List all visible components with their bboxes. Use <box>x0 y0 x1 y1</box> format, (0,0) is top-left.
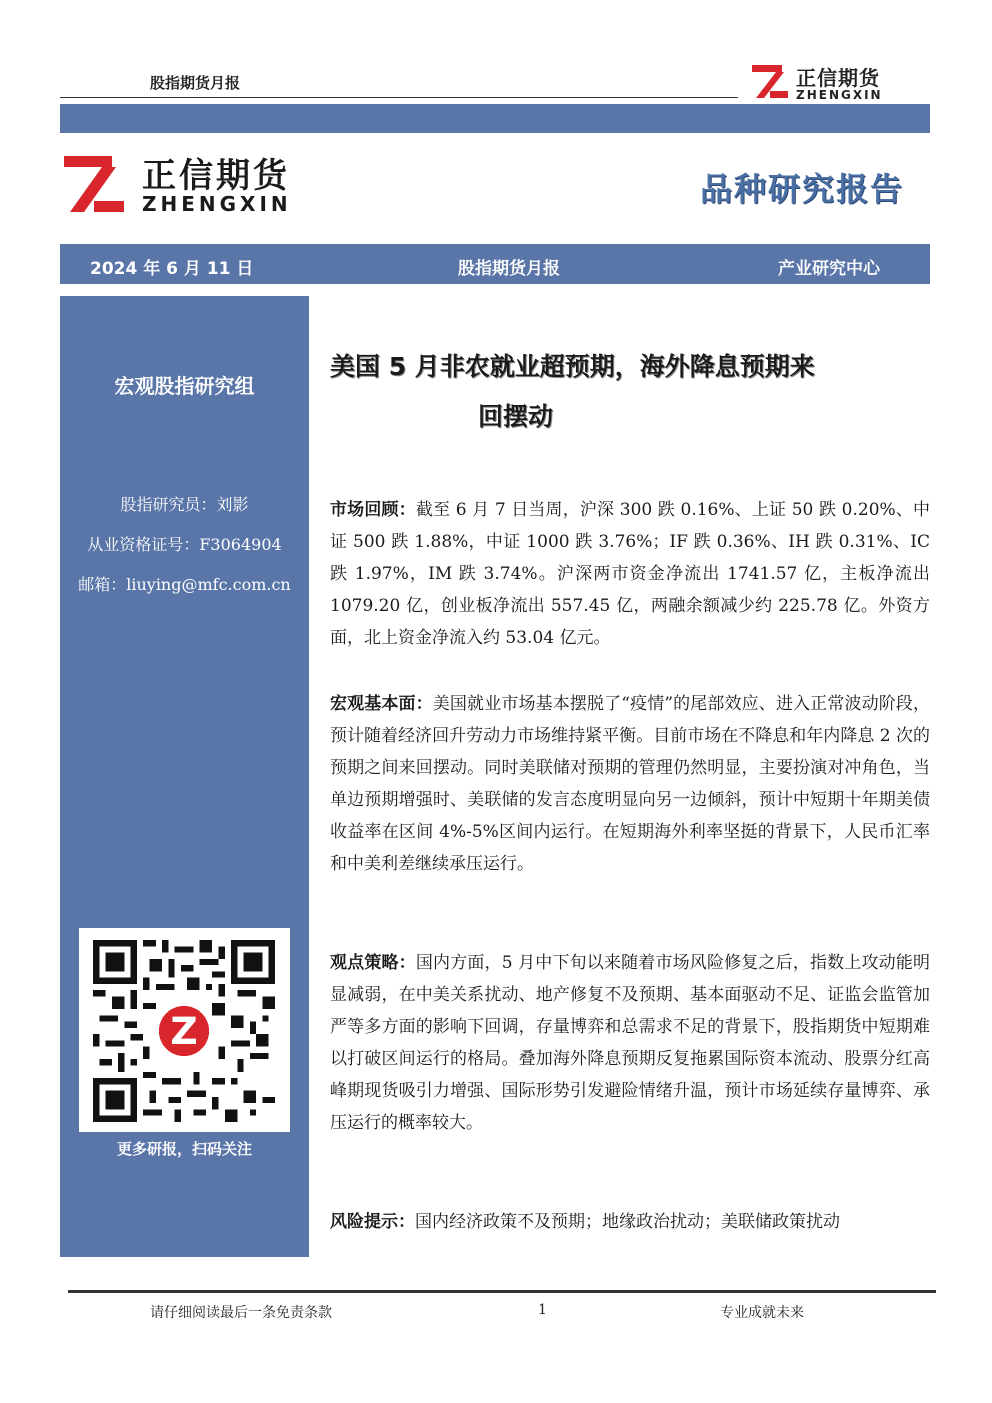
analyst-license: 从业资格证号：F3064904 <box>87 535 282 554</box>
section-text: 国内经济政策不及预期；地缘政治扰动；美联储政策扰动 <box>415 1212 840 1232</box>
section-label: 观点策略： <box>330 953 416 973</box>
section-label: 风险提示： <box>330 1212 415 1232</box>
footer-slogan: 专业成就未来 <box>720 1305 804 1321</box>
section-strategy <box>330 947 930 1139</box>
headline-line-1: 美国 5 月非农就业超预期，海外降息预期来 <box>330 352 815 381</box>
brand-en: ZHENGXIN <box>142 192 292 216</box>
header-rule <box>60 97 738 98</box>
info-bar <box>60 244 930 284</box>
footer-rule <box>68 1290 936 1293</box>
qr-caption: 更多研报，扫码关注 <box>116 1140 252 1158</box>
header-brand-cn: 正信期货 <box>796 66 880 90</box>
sidebar <box>60 296 309 1257</box>
section-text: 国内方面，5 月中下旬以来随着市场风险修复之后，指数上攻动能明显减弱，在中美关系扰动、地产修复不及预期、基本面驱动不足、证监会监管加严等多方面的影响下回调，存量博弈和总需求不足的背景下，股指期货中短期难以打破区间运行的格局。叠加海外降息预期反复拖累国际资本流动、股票分红高峰期现货吸引力增强、国际形势引发避险情绪升温，预计市场延续存量博弈、承压运行的概率较大。 <box>330 953 931 1133</box>
section-risk-warning <box>330 1206 930 1238</box>
running-title: 股指期货月报 <box>150 74 241 92</box>
qr-badge-text: Z <box>170 1009 198 1054</box>
section-label: 市场回顾： <box>330 500 416 520</box>
qr-code-icon <box>93 940 275 1122</box>
report-type-title: 品种研究报告 <box>700 170 905 208</box>
page-number: 1 <box>538 1302 547 1318</box>
analyst-email: 邮箱：liuying@mfc.com.cn <box>78 575 291 594</box>
research-group-name: 宏观股指研究组 <box>114 374 255 398</box>
qr-code-card[interactable] <box>79 928 290 1132</box>
report-date: 2024 年 6 月 11 日 <box>90 259 254 279</box>
section-macro-fundamentals <box>330 688 930 880</box>
footer-disclaimer-note: 请仔细阅读最后一条免责条款 <box>150 1305 332 1321</box>
brand-cn: 正信期货 <box>142 156 290 196</box>
section-market-review <box>330 494 930 654</box>
zhengxin-logo-large-icon <box>62 152 126 216</box>
headline-line-2: 回摆动 <box>478 402 554 431</box>
section-text: 美国就业市场基本摆脱了“疫情”的尾部效应、进入正常波动阶段，预计随着经济回升劳动力市场维持紧平衡。目前市场在不降息和年内降息 2 次的预期之间来回摆动。同时美联储对预期的管理仍然明显，主要扮演对冲角色，当单边预期增强时、美联储的发言态度明显向另一边倾斜，预计中短期十年期美债收益率在区间 4%-5%区间内运行。在短期海外利率坚挺的背景下，人民币汇率和中美利差继续承压运行。 <box>330 694 930 874</box>
top-band <box>60 104 930 133</box>
zhengxin-logo-icon <box>750 62 790 102</box>
analyst-name: 股指研究员：刘影 <box>120 495 249 514</box>
main-logo <box>62 148 322 218</box>
section-text: 截至 6 月 7 日当周，沪深 300 跌 0.16%、上证 50 跌 0.20%、中证 500 跌 1.88%，中证 1000 跌 3.76%；IF 跌 0.36%、IH 跌 0.31%、IC 跌 1.97%，IM 跌 3.74%。沪深两市资金净流出 1741.57 亿，主板净流出 1079.20 亿，创业板净流出 557.45 亿，两融余额减少约 225.78 亿。外资方面，北上资金净流入约 53.04 亿元。 <box>330 500 931 648</box>
report-headline <box>330 342 930 442</box>
department: 产业研究中心 <box>778 259 880 279</box>
section-label: 宏观基本面： <box>330 694 433 714</box>
header-brand-en: ZHENGXIN <box>796 88 883 102</box>
report-name: 股指期货月报 <box>458 259 560 279</box>
header-logo <box>750 60 900 104</box>
